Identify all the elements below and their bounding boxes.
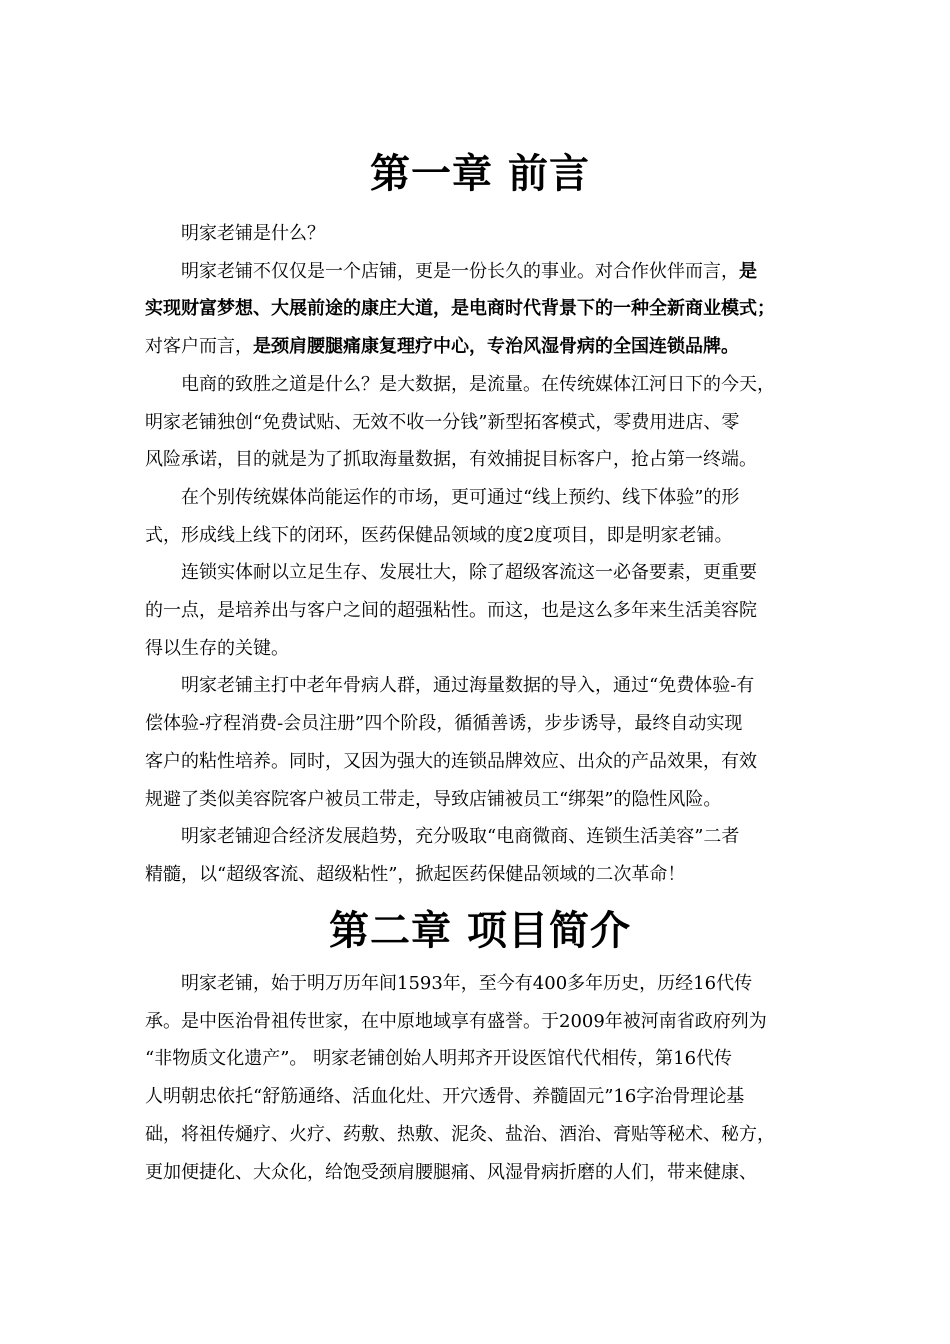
text-line: 偿体验-疗程消费-会员注册”四个阶段，循循善诱，步步诱导，最终自动实现 (145, 713, 743, 735)
text-line: 式，形成线上线下的闭环，医药保健品领域的度2度项目，即是明家老铺。 (145, 524, 733, 546)
chapter-1-title: 第一章 前言 (370, 150, 590, 197)
paragraph (145, 965, 815, 1191)
paragraph (145, 366, 815, 479)
text-line: 明家老铺，始于明万历年间1593年，至今有400多年历史，历经16代传 (181, 973, 753, 994)
paragraph (145, 667, 815, 818)
bold-text: 是 (739, 260, 757, 282)
text-line: 电商的致胜之道是什么？是大数据，是流量。在传统媒体江河日下的今天， (181, 373, 775, 395)
text-line: 客户的粘性培养。同时，又因为强大的连锁品牌效应、出众的产品效果，有效 (145, 750, 757, 772)
text-line: 风险承诺，目的就是为了抓取海量数据，有效捕捉目标客户，抢占第一终端。 (145, 449, 757, 471)
paragraph (145, 479, 815, 554)
text-span: 对客户而言， (145, 336, 253, 358)
text-line: 连锁实体耐以立足生存、发展壮大，除了超级客流这一必备要素，更重要 (181, 562, 757, 584)
text-line: 人明朝忠依托“舒筋通络、活血化灶、开穴透骨、养髓固元”16字治骨理论基 (145, 1086, 745, 1108)
bold-text: 是颈肩腰腿痛康复理疗中心，专治风湿骨病的全国连锁品牌。 (253, 336, 739, 358)
text-line: “非物质文化遗产”。 明家老铺创始人明邦齐开设医馆代代相传，第16代传 (145, 1048, 733, 1070)
paragraph (145, 215, 815, 253)
text-line (109, 328, 815, 366)
text-line: 明家老铺迎合经济发展趋势，充分吸取“电商微商、连锁生活美容”二者 (181, 826, 740, 848)
text-span: 明家老铺不仅仅是一个店铺，更是一份长久的事业。对合作伙伴而言， (181, 260, 739, 282)
text-line (145, 253, 815, 291)
text-line: 更加便捷化、大众化，给饱受颈肩腰腿痛、风湿骨病折磨的人们，带来健康、 (145, 1161, 757, 1183)
text-line (109, 290, 815, 328)
chapter-1-body (145, 215, 815, 894)
text-line: 得以生存的关键。 (145, 637, 289, 659)
paragraph (145, 818, 815, 893)
text-line: 础，将祖传熥疗、火疗、药敷、热敷、泥灸、盐治、酒治、膏贴等秘术、秘方， (145, 1123, 775, 1145)
text-line: 承。是中医治骨祖传世家，在中原地域享有盛誉。于2009年被河南省政府列为 (145, 1010, 767, 1032)
bold-text: 实现财富梦想、大展前途的康庄大道，是电商时代背景下的一种全新商业模式； (145, 298, 775, 320)
text-line: 明家老铺独创“免费试贴、无效不收一分钱”新型拓客模式，零费用进店、零 (145, 411, 740, 433)
text-line: 在个别传统媒体尚能运作的市场，更可通过“线上预约、线下体验”的形 (181, 486, 740, 508)
text-line: 明家老铺主打中老年骨病人群，通过海量数据的导入，通过“免费体验-有 (181, 675, 755, 697)
paragraph (145, 554, 815, 667)
text-line: 的一点，是培养出与客户之间的超强粘性。而这，也是这么多年来生活美容院 (145, 600, 757, 622)
text-line: 精髓，以“超级客流、超级粘性”，掀起医药保健品领域的二次革命！ (145, 863, 686, 885)
chapter-2-title: 第二章 项目简介 (329, 907, 631, 954)
paragraph (145, 253, 815, 366)
chapter-2-body (145, 965, 815, 1191)
text-line: 明家老铺是什么？ (181, 223, 325, 244)
text-line: 规避了类似美容院客户被员工带走，导致店铺被员工“绑架”的隐性风险。 (145, 788, 722, 810)
